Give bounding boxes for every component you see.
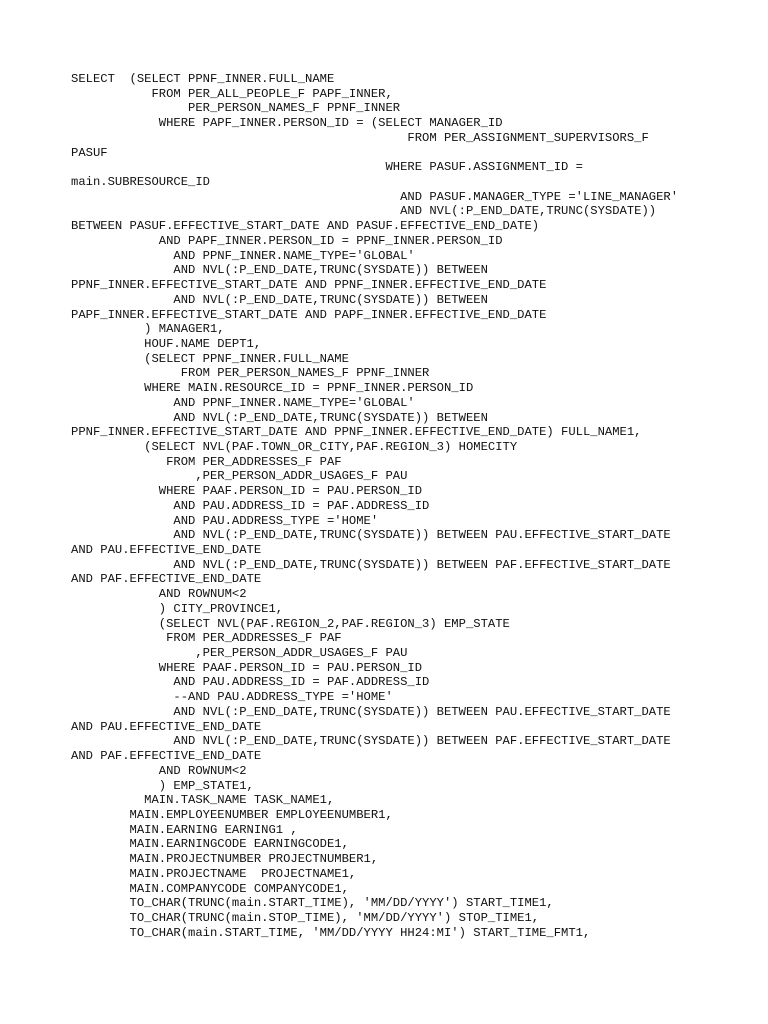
- code-line: HOUF.NAME DEPT1,: [71, 336, 262, 351]
- code-line: ) CITY_PROVINCE1,: [71, 601, 284, 616]
- code-line: TO_CHAR(TRUNC(main.START_TIME), 'MM/DD/YYYY') START_TIME1,: [71, 896, 554, 911]
- code-line: AND PAF.EFFECTIVE_END_DATE: [71, 572, 262, 587]
- code-line: (SELECT NVL(PAF.TOWN_OR_CITY,PAF.REGION_3) HOMECITY: [71, 439, 518, 454]
- code-line: MAIN.EARNINGCODE EARNINGCODE1,: [71, 837, 349, 852]
- code-line: SELECT (SELECT PPNF_INNER.FULL_NAME: [71, 72, 335, 86]
- code-line: PPNF_INNER.EFFECTIVE_START_DATE AND PPNF_INNER.EFFECTIVE_END_DATE: [71, 278, 547, 293]
- code-line: AND PAU.ADDRESS_TYPE ='HOME': [71, 513, 379, 528]
- code-line: FROM PER_ALL_PEOPLE_F PAPF_INNER,: [71, 86, 393, 101]
- code-line: AND ROWNUM<2: [71, 763, 247, 778]
- code-line: AND PAU.EFFECTIVE_END_DATE: [71, 719, 262, 734]
- code-line: TO_CHAR(TRUNC(main.STOP_TIME), 'MM/DD/YYYY') STOP_TIME1,: [71, 910, 540, 925]
- code-line: PER_PERSON_NAMES_F PPNF_INNER: [71, 101, 401, 116]
- code-line: WHERE PAAF.PERSON_ID = PAU.PERSON_ID: [71, 660, 423, 675]
- code-line: WHERE MAIN.RESOURCE_ID = PPNF_INNER.PERSON_ID: [71, 381, 474, 396]
- code-line: AND PAU.EFFECTIVE_END_DATE: [71, 543, 262, 557]
- code-line: MAIN.COMPANYCODE COMPANYCODE1,: [71, 881, 349, 896]
- code-line: PAPF_INNER.EFFECTIVE_START_DATE AND PAPF_INNER.EFFECTIVE_END_DATE: [71, 307, 547, 322]
- code-line: ) EMP_STATE1,: [71, 778, 254, 793]
- code-line: MAIN.EMPLOYEENUMBER EMPLOYEENUMBER1,: [71, 807, 393, 822]
- code-line: AND NVL(:P_END_DATE,TRUNC(SYSDATE)): [71, 204, 657, 219]
- code-line: AND ROWNUM<2: [71, 587, 247, 602]
- sql-code-block: [71, 72, 678, 940]
- code-line: AND PAF.EFFECTIVE_END_DATE: [71, 749, 262, 764]
- code-line: AND PPNF_INNER.NAME_TYPE='GLOBAL': [71, 248, 415, 263]
- code-line: AND PASUF.MANAGER_TYPE ='LINE_MANAGER': [71, 189, 679, 204]
- code-line: AND NVL(:P_END_DATE,TRUNC(SYSDATE)) BETWEEN PAU.EFFECTIVE_START_DATE: [71, 528, 671, 543]
- code-line: AND PAPF_INNER.PERSON_ID = PPNF_INNER.PERSON_ID: [71, 233, 503, 248]
- code-line: WHERE PASUF.ASSIGNMENT_ID =: [71, 160, 583, 175]
- code-line: PASUF: [71, 145, 108, 160]
- code-line: FROM PER_PERSON_NAMES_F PPNF_INNER: [71, 366, 430, 381]
- code-line: MAIN.EARNING EARNING1 ,: [71, 822, 298, 837]
- code-line: TO_CHAR(main.START_TIME, 'MM/DD/YYYY HH24:MI') START_TIME_FMT1,: [71, 925, 591, 940]
- code-line: AND NVL(:P_END_DATE,TRUNC(SYSDATE)) BETWEEN PAU.EFFECTIVE_START_DATE: [71, 704, 671, 719]
- code-line: MAIN.PROJECTNUMBER PROJECTNUMBER1,: [71, 852, 379, 867]
- code-line: ,PER_PERSON_ADDR_USAGES_F PAU: [71, 469, 408, 484]
- code-line: AND NVL(:P_END_DATE,TRUNC(SYSDATE)) BETWEEN: [71, 292, 488, 307]
- code-line: AND NVL(:P_END_DATE,TRUNC(SYSDATE)) BETWEEN PAF.EFFECTIVE_START_DATE: [71, 734, 671, 749]
- code-line: --AND PAU.ADDRESS_TYPE ='HOME': [71, 690, 393, 705]
- code-line: PPNF_INNER.EFFECTIVE_START_DATE AND PPNF_INNER.EFFECTIVE_END_DATE) FULL_NAME1,: [71, 425, 642, 440]
- code-line: MAIN.TASK_NAME TASK_NAME1,: [71, 793, 335, 808]
- code-line: FROM PER_ASSIGNMENT_SUPERVISORS_F: [71, 130, 649, 145]
- code-line: AND NVL(:P_END_DATE,TRUNC(SYSDATE)) BETWEEN: [71, 410, 488, 425]
- code-line: AND PAU.ADDRESS_ID = PAF.ADDRESS_ID: [71, 675, 430, 690]
- code-line: AND NVL(:P_END_DATE,TRUNC(SYSDATE)) BETWEEN: [71, 263, 488, 278]
- code-line: AND PAU.ADDRESS_ID = PAF.ADDRESS_ID: [71, 498, 430, 513]
- code-line: FROM PER_ADDRESSES_F PAF: [71, 454, 342, 469]
- code-line: AND PPNF_INNER.NAME_TYPE='GLOBAL': [71, 395, 415, 410]
- code-line: ) MANAGER1,: [71, 322, 225, 337]
- code-line: FROM PER_ADDRESSES_F PAF: [71, 631, 342, 646]
- code-line: WHERE PAPF_INNER.PERSON_ID = (SELECT MANAGER_ID: [71, 116, 503, 131]
- code-line: main.SUBRESOURCE_ID: [71, 175, 210, 190]
- code-line: AND NVL(:P_END_DATE,TRUNC(SYSDATE)) BETWEEN PAF.EFFECTIVE_START_DATE: [71, 557, 671, 572]
- code-line: MAIN.PROJECTNAME PROJECTNAME1,: [71, 866, 357, 881]
- code-line: ,PER_PERSON_ADDR_USAGES_F PAU: [71, 646, 408, 661]
- code-line: WHERE PAAF.PERSON_ID = PAU.PERSON_ID: [71, 484, 423, 499]
- code-line: BETWEEN PASUF.EFFECTIVE_START_DATE AND PASUF.EFFECTIVE_END_DATE): [71, 219, 540, 234]
- code-line: (SELECT NVL(PAF.REGION_2,PAF.REGION_3) EMP_STATE: [71, 616, 510, 631]
- code-line: (SELECT PPNF_INNER.FULL_NAME: [71, 351, 349, 366]
